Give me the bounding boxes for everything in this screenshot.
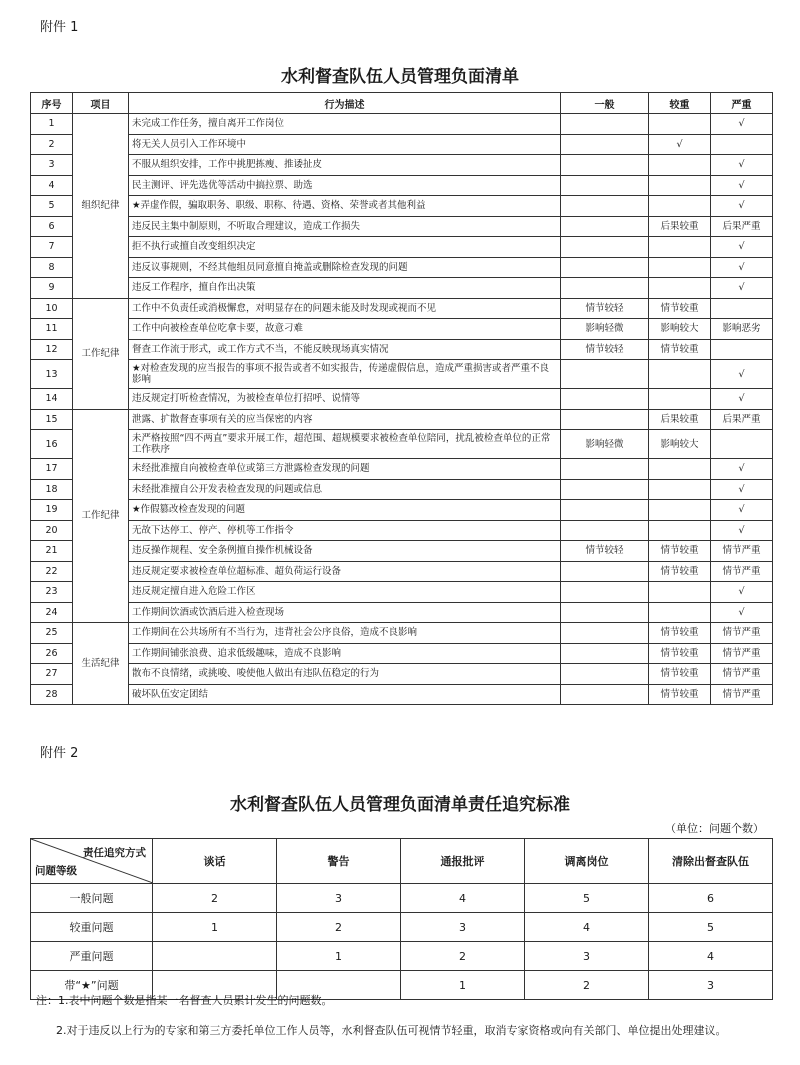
row-number: 27 bbox=[31, 664, 73, 685]
row-number: 9 bbox=[31, 278, 73, 299]
level-serious bbox=[649, 278, 711, 299]
threshold-value: 3 bbox=[277, 884, 401, 913]
problem-level-label: 带“★”问题 bbox=[31, 971, 153, 1000]
col-dismiss: 清除出督查队伍 bbox=[649, 839, 773, 884]
level-severe bbox=[711, 134, 773, 155]
level-severe: √ bbox=[711, 360, 773, 389]
level-serious: 影响较大 bbox=[649, 430, 711, 459]
behavior-description: 违反规定擅自进入危险工作区 bbox=[129, 582, 561, 603]
level-general bbox=[561, 643, 649, 664]
level-general: 影响轻微 bbox=[561, 319, 649, 340]
row-number: 5 bbox=[31, 196, 73, 217]
row-number: 23 bbox=[31, 582, 73, 603]
level-general bbox=[561, 175, 649, 196]
category-cell: 生活纪律 bbox=[73, 623, 129, 705]
level-general bbox=[561, 155, 649, 176]
table-row bbox=[31, 409, 773, 430]
level-general bbox=[561, 664, 649, 685]
threshold-value bbox=[153, 942, 277, 971]
level-general: 情节较轻 bbox=[561, 339, 649, 360]
level-general: 情节较轻 bbox=[561, 298, 649, 319]
threshold-value: 3 bbox=[649, 971, 773, 1000]
accountability-row bbox=[31, 884, 773, 913]
row-number: 6 bbox=[31, 216, 73, 237]
header-general: 一般 bbox=[561, 93, 649, 114]
table-row bbox=[31, 339, 773, 360]
category-cell: 组织纪律 bbox=[73, 114, 129, 299]
category-cell: 工作纪律 bbox=[73, 409, 129, 623]
behavior-description: 未完成工作任务，擅自离开工作岗位 bbox=[129, 114, 561, 135]
level-severe: √ bbox=[711, 257, 773, 278]
level-general bbox=[561, 278, 649, 299]
threshold-value: 6 bbox=[649, 884, 773, 913]
row-number: 15 bbox=[31, 409, 73, 430]
level-serious bbox=[649, 175, 711, 196]
table-row bbox=[31, 643, 773, 664]
level-severe: √ bbox=[711, 459, 773, 480]
threshold-value: 3 bbox=[401, 913, 525, 942]
level-severe: √ bbox=[711, 114, 773, 135]
corner-bottom-label: 问题等级 bbox=[35, 865, 77, 877]
behavior-description: 将无关人员引入工作环境中 bbox=[129, 134, 561, 155]
header-description: 行为描述 bbox=[129, 93, 561, 114]
behavior-description: 不服从组织安排，工作中挑肥拣瘦、推诿扯皮 bbox=[129, 155, 561, 176]
level-severe: 情节严重 bbox=[711, 623, 773, 644]
level-general bbox=[561, 360, 649, 389]
negative-list-title: 水利督查队伍人员管理负面清单 bbox=[281, 67, 519, 87]
level-general bbox=[561, 582, 649, 603]
row-number: 24 bbox=[31, 602, 73, 623]
threshold-value: 2 bbox=[525, 971, 649, 1000]
level-severe: √ bbox=[711, 175, 773, 196]
col-circulate: 通报批评 bbox=[401, 839, 525, 884]
table-row bbox=[31, 582, 773, 603]
level-serious: 后果较重 bbox=[649, 216, 711, 237]
row-number: 7 bbox=[31, 237, 73, 258]
row-number: 11 bbox=[31, 319, 73, 340]
table-row bbox=[31, 459, 773, 480]
row-number: 17 bbox=[31, 459, 73, 480]
behavior-description: 违反操作规程、安全条例擅自操作机械设备 bbox=[129, 541, 561, 562]
level-serious bbox=[649, 257, 711, 278]
level-general bbox=[561, 216, 649, 237]
level-serious bbox=[649, 196, 711, 217]
threshold-value: 2 bbox=[401, 942, 525, 971]
level-general bbox=[561, 500, 649, 521]
level-general bbox=[561, 114, 649, 135]
table-row bbox=[31, 684, 773, 705]
table-row bbox=[31, 298, 773, 319]
table-row bbox=[31, 623, 773, 644]
header-severe: 严重 bbox=[711, 93, 773, 114]
level-serious: 情节较重 bbox=[649, 541, 711, 562]
level-serious: 情节较重 bbox=[649, 298, 711, 319]
category-cell: 工作纪律 bbox=[73, 298, 129, 409]
level-severe: 情节严重 bbox=[711, 664, 773, 685]
level-serious bbox=[649, 114, 711, 135]
level-general bbox=[561, 237, 649, 258]
row-number: 12 bbox=[31, 339, 73, 360]
accountability-row bbox=[31, 942, 773, 971]
level-serious bbox=[649, 582, 711, 603]
behavior-description: 督查工作流于形式，或工作方式不当，不能反映现场真实情况 bbox=[129, 339, 561, 360]
table-row bbox=[31, 541, 773, 562]
behavior-description: 工作期间在公共场所有不当行为，违背社会公序良俗，造成不良影响 bbox=[129, 623, 561, 644]
note-1: 注：1.表中问题个数是指某一名督查人员累计发生的问题数。 bbox=[36, 994, 333, 1007]
level-general bbox=[561, 459, 649, 480]
col-warning: 警告 bbox=[277, 839, 401, 884]
table-row bbox=[31, 360, 773, 389]
level-severe bbox=[711, 430, 773, 459]
table-row bbox=[31, 114, 773, 135]
level-general bbox=[561, 623, 649, 644]
level-severe: 后果严重 bbox=[711, 216, 773, 237]
row-number: 21 bbox=[31, 541, 73, 562]
behavior-description: 泄露、扩散督查事项有关的应当保密的内容 bbox=[129, 409, 561, 430]
threshold-value: 1 bbox=[277, 942, 401, 971]
behavior-description: ★作假篡改检查发现的问题 bbox=[129, 500, 561, 521]
row-number: 22 bbox=[31, 561, 73, 582]
table-row bbox=[31, 500, 773, 521]
row-number: 18 bbox=[31, 479, 73, 500]
level-general: 影响轻微 bbox=[561, 430, 649, 459]
table-row bbox=[31, 237, 773, 258]
table-row bbox=[31, 430, 773, 459]
row-number: 13 bbox=[31, 360, 73, 389]
behavior-description: 未经批准擅自公开发表检查发现的问题或信息 bbox=[129, 479, 561, 500]
table-row bbox=[31, 389, 773, 410]
row-number: 10 bbox=[31, 298, 73, 319]
level-general bbox=[561, 602, 649, 623]
level-general bbox=[561, 134, 649, 155]
level-severe: 情节严重 bbox=[711, 643, 773, 664]
level-serious: 影响较大 bbox=[649, 319, 711, 340]
level-severe: 影响恶劣 bbox=[711, 319, 773, 340]
table-row bbox=[31, 134, 773, 155]
behavior-description: 拒不执行或擅自改变组织决定 bbox=[129, 237, 561, 258]
level-serious bbox=[649, 360, 711, 389]
row-number: 8 bbox=[31, 257, 73, 278]
threshold-value: 1 bbox=[401, 971, 525, 1000]
table-row bbox=[31, 602, 773, 623]
behavior-description: 工作期间铺张浪费、追求低级趣味，造成不良影响 bbox=[129, 643, 561, 664]
threshold-value: 4 bbox=[401, 884, 525, 913]
row-number: 25 bbox=[31, 623, 73, 644]
level-severe: √ bbox=[711, 500, 773, 521]
table-row bbox=[31, 664, 773, 685]
threshold-value: 4 bbox=[649, 942, 773, 971]
table-row bbox=[31, 216, 773, 237]
level-severe: 情节严重 bbox=[711, 541, 773, 562]
level-severe: √ bbox=[711, 389, 773, 410]
level-general bbox=[561, 561, 649, 582]
level-serious bbox=[649, 602, 711, 623]
unit-note: （单位：问题个数） bbox=[665, 822, 764, 835]
threshold-value: 5 bbox=[525, 884, 649, 913]
level-general bbox=[561, 479, 649, 500]
negative-list-table bbox=[30, 92, 773, 705]
behavior-description: 未经批准擅自向被检查单位或第三方泄露检查发现的问题 bbox=[129, 459, 561, 480]
problem-level-label: 较重问题 bbox=[31, 913, 153, 942]
row-number: 16 bbox=[31, 430, 73, 459]
level-serious: √ bbox=[649, 134, 711, 155]
level-serious bbox=[649, 459, 711, 480]
behavior-description: 未严格按照“四不两直”要求开展工作，超范围、超规模要求被检查单位陪同，扰乱被检查单位的正常工作秩序 bbox=[129, 430, 561, 459]
level-serious: 情节较重 bbox=[649, 664, 711, 685]
behavior-description: 违反议事规则，不经其他组员同意擅自掩盖或删除检查发现的问题 bbox=[129, 257, 561, 278]
behavior-description: 违反民主集中制原则，不听取合理建议，造成工作损失 bbox=[129, 216, 561, 237]
level-severe: 情节严重 bbox=[711, 684, 773, 705]
table-row bbox=[31, 175, 773, 196]
table-row bbox=[31, 278, 773, 299]
accountability-row bbox=[31, 913, 773, 942]
behavior-description: 工作期间饮酒或饮酒后进入检查现场 bbox=[129, 602, 561, 623]
threshold-value: 2 bbox=[277, 913, 401, 942]
level-severe: √ bbox=[711, 602, 773, 623]
problem-level-label: 一般问题 bbox=[31, 884, 153, 913]
header-no: 序号 bbox=[31, 93, 73, 114]
accountability-table bbox=[30, 838, 773, 1000]
table-row bbox=[31, 155, 773, 176]
table-row bbox=[31, 319, 773, 340]
level-serious: 情节较重 bbox=[649, 561, 711, 582]
level-severe: √ bbox=[711, 479, 773, 500]
attachment-1-label: 附件 1 bbox=[40, 20, 79, 35]
col-talk: 谈话 bbox=[153, 839, 277, 884]
threshold-value: 3 bbox=[525, 942, 649, 971]
table-row bbox=[31, 196, 773, 217]
level-serious: 情节较重 bbox=[649, 643, 711, 664]
header-serious: 较重 bbox=[649, 93, 711, 114]
row-number: 28 bbox=[31, 684, 73, 705]
accountability-title: 水利督查队伍人员管理负面清单责任追究标准 bbox=[230, 795, 570, 815]
col-transfer: 调离岗位 bbox=[525, 839, 649, 884]
table-row bbox=[31, 561, 773, 582]
level-severe: √ bbox=[711, 196, 773, 217]
level-serious: 后果较重 bbox=[649, 409, 711, 430]
behavior-description: 工作中不负责任或消极懈怠，对明显存在的问题未能及时发现或视而不见 bbox=[129, 298, 561, 319]
level-severe: √ bbox=[711, 582, 773, 603]
row-number: 20 bbox=[31, 520, 73, 541]
level-severe bbox=[711, 298, 773, 319]
accountability-header-row bbox=[31, 839, 773, 884]
level-general bbox=[561, 257, 649, 278]
behavior-description: 工作中向被检查单位吃拿卡要，故意刁难 bbox=[129, 319, 561, 340]
table-header-row bbox=[31, 93, 773, 114]
level-general bbox=[561, 389, 649, 410]
diagonal-header-cell bbox=[31, 839, 153, 884]
note-2: 2.对于违反以上行为的专家和第三方委托单位工作人员等，水利督查队伍可视情节轻重，取消专家资格或向有关部门、单位提出处理建议。 bbox=[56, 1024, 727, 1037]
level-serious: 情节较重 bbox=[649, 623, 711, 644]
threshold-value: 1 bbox=[153, 913, 277, 942]
level-general bbox=[561, 196, 649, 217]
row-number: 2 bbox=[31, 134, 73, 155]
level-general bbox=[561, 520, 649, 541]
table-row bbox=[31, 479, 773, 500]
behavior-description: 违反规定打听检查情况，为被检查单位打招呼、说情等 bbox=[129, 389, 561, 410]
table-row bbox=[31, 257, 773, 278]
row-number: 19 bbox=[31, 500, 73, 521]
behavior-description: ★弄虚作假，骗取职务、职级、职称、待遇、资格、荣誉或者其他利益 bbox=[129, 196, 561, 217]
threshold-value: 2 bbox=[153, 884, 277, 913]
level-serious: 情节较重 bbox=[649, 684, 711, 705]
level-severe: √ bbox=[711, 155, 773, 176]
behavior-description: ★对检查发现的应当报告的事项不报告或者不如实报告，传递虚假信息，造成严重损害或者严重不良影响 bbox=[129, 360, 561, 389]
behavior-description: 违反规定要求被检查单位超标准、超负荷运行设备 bbox=[129, 561, 561, 582]
problem-level-label: 严重问题 bbox=[31, 942, 153, 971]
level-severe: √ bbox=[711, 520, 773, 541]
level-serious bbox=[649, 500, 711, 521]
attachment-2-label: 附件 2 bbox=[40, 746, 79, 761]
level-general: 情节较轻 bbox=[561, 541, 649, 562]
level-serious bbox=[649, 479, 711, 500]
threshold-value: 4 bbox=[525, 913, 649, 942]
level-serious bbox=[649, 155, 711, 176]
behavior-description: 民主测评、评先选优等活动中搞拉票、助选 bbox=[129, 175, 561, 196]
level-general bbox=[561, 409, 649, 430]
threshold-value: 5 bbox=[649, 913, 773, 942]
row-number: 4 bbox=[31, 175, 73, 196]
behavior-description: 违反工作程序，擅自作出决策 bbox=[129, 278, 561, 299]
table-row bbox=[31, 520, 773, 541]
behavior-description: 破坏队伍安定团结 bbox=[129, 684, 561, 705]
header-category: 项目 bbox=[73, 93, 129, 114]
level-serious bbox=[649, 237, 711, 258]
level-severe bbox=[711, 339, 773, 360]
level-severe: √ bbox=[711, 237, 773, 258]
level-severe: 情节严重 bbox=[711, 561, 773, 582]
level-severe: √ bbox=[711, 278, 773, 299]
behavior-description: 无故下达停工、停产、停机等工作指令 bbox=[129, 520, 561, 541]
behavior-description: 散布不良情绪，或挑唆、唆使他人做出有违队伍稳定的行为 bbox=[129, 664, 561, 685]
level-serious bbox=[649, 389, 711, 410]
level-general bbox=[561, 684, 649, 705]
row-number: 26 bbox=[31, 643, 73, 664]
row-number: 3 bbox=[31, 155, 73, 176]
corner-top-label: 责任追究方式 bbox=[83, 847, 146, 859]
level-serious bbox=[649, 520, 711, 541]
row-number: 14 bbox=[31, 389, 73, 410]
row-number: 1 bbox=[31, 114, 73, 135]
level-serious: 情节较重 bbox=[649, 339, 711, 360]
level-severe: 后果严重 bbox=[711, 409, 773, 430]
